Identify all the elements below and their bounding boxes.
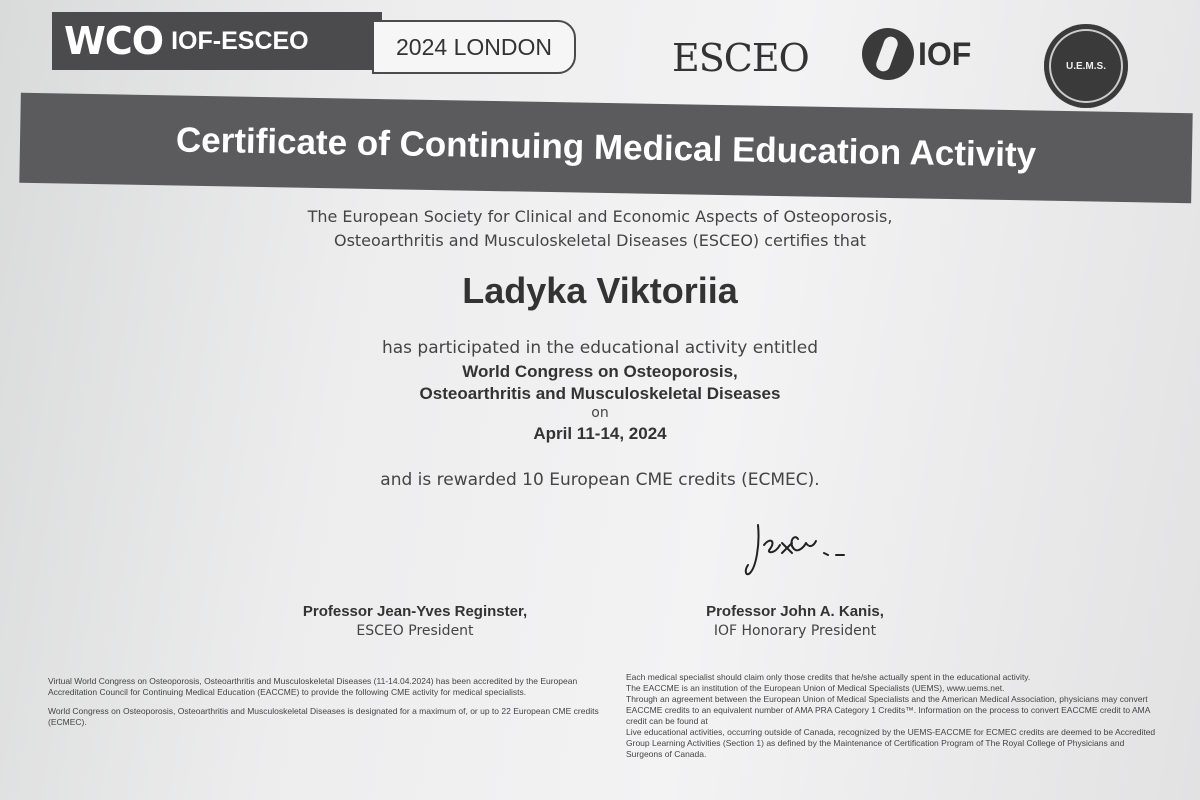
event-name bbox=[0, 361, 1200, 405]
certificate-title: Certificate of Continuing Medical Education Activity bbox=[19, 93, 1192, 203]
banner-edition: 2024 LONDON bbox=[372, 20, 576, 74]
event-date: April 11-14, 2024 bbox=[533, 424, 667, 443]
event-line-1: World Congress on Osteoporosis, bbox=[462, 362, 738, 381]
signatory-reginster bbox=[280, 603, 550, 639]
accreditation-notes-left bbox=[48, 676, 614, 736]
fine-print-paragraph: Each medical specialist should claim only those credits that he/she actually spent in the educational activity. bbox=[626, 672, 1031, 682]
intro-text bbox=[0, 205, 1200, 253]
banner-brand: IOF-ESCEO bbox=[171, 26, 309, 55]
iof-logo-text: IOF bbox=[918, 35, 972, 72]
recipient-name: Ladyka Viktoriia bbox=[462, 270, 738, 311]
iof-logo bbox=[862, 28, 971, 80]
iof-figure-icon bbox=[862, 28, 914, 80]
credits-text: and is rewarded 10 European CME credits (ECMEC). bbox=[380, 470, 820, 490]
uems-seal bbox=[1044, 24, 1128, 108]
fine-print-paragraph: The EACCME is an institution of the European Union of Medical Specialists (UEMS), www.uems.net. bbox=[626, 683, 1005, 693]
signatory-name: Professor John A. Kanis, bbox=[706, 603, 884, 620]
uems-seal-text: U.E.M.S. bbox=[1065, 60, 1106, 72]
on-word: on bbox=[591, 405, 609, 421]
fine-print-paragraph: Virtual World Congress on Osteoporosis, Osteoarthritis and Musculoskeletal Diseases (11-14.04.2024) has been accredited by the European Accreditation Council for Continuing Medical Education (EACCME) to provide the following CME activity for medical specialists. bbox=[48, 676, 578, 697]
banner-dark-panel bbox=[52, 12, 382, 70]
fine-print-paragraph: Through an agreement between the European Union of Medical Specialists and the American Medical Association, physicians may convert bbox=[626, 694, 1148, 704]
esceo-logo: ESCEO bbox=[672, 36, 809, 80]
fine-print-paragraph: Group Learning Activities (Section 1) as defined by the Maintenance of Certification Program of The Royal College of Physicians and Surgeons of Canada. bbox=[626, 738, 1125, 759]
signatory-kanis bbox=[690, 603, 900, 639]
fine-print-paragraph: EACCME credits to an equivalent number of AMA PRA Category 1 Credits™. Information on the process to convert EACCME credit to AMA credit can be found at bbox=[626, 705, 1150, 726]
intro-line-2: Osteoarthritis and Musculoskeletal Diseases (ESCEO) certifies that bbox=[333, 231, 867, 250]
participated-text: has participated in the educational activity entitled bbox=[381, 338, 819, 358]
fine-print-paragraph: World Congress on Osteoporosis, Osteoarthritis and Musculoskeletal Diseases is designated for a maximum of, or up to 22 European CME credits (ECMEC). bbox=[48, 706, 599, 727]
wco-logo: WCO bbox=[64, 19, 164, 63]
signature bbox=[740, 515, 860, 585]
accreditation-notes-right bbox=[626, 672, 1156, 760]
congress-banner bbox=[52, 12, 574, 76]
event-line-2: Osteoarthritis and Musculoskeletal Diseases bbox=[419, 384, 781, 403]
fine-print-paragraph: Live educational activities, occurring outside of Canada, recognized by the UEMS-EACCME for ECMEC credits are deemed to be Accredited bbox=[626, 727, 1156, 737]
signatory-name: Professor Jean-Yves Reginster, bbox=[302, 603, 528, 620]
intro-line-1: The European Society for Clinical and Economic Aspects of Osteoporosis, bbox=[307, 207, 893, 226]
signatory-role: ESCEO President bbox=[356, 623, 474, 639]
signatory-role: IOF Honorary President bbox=[713, 623, 877, 639]
